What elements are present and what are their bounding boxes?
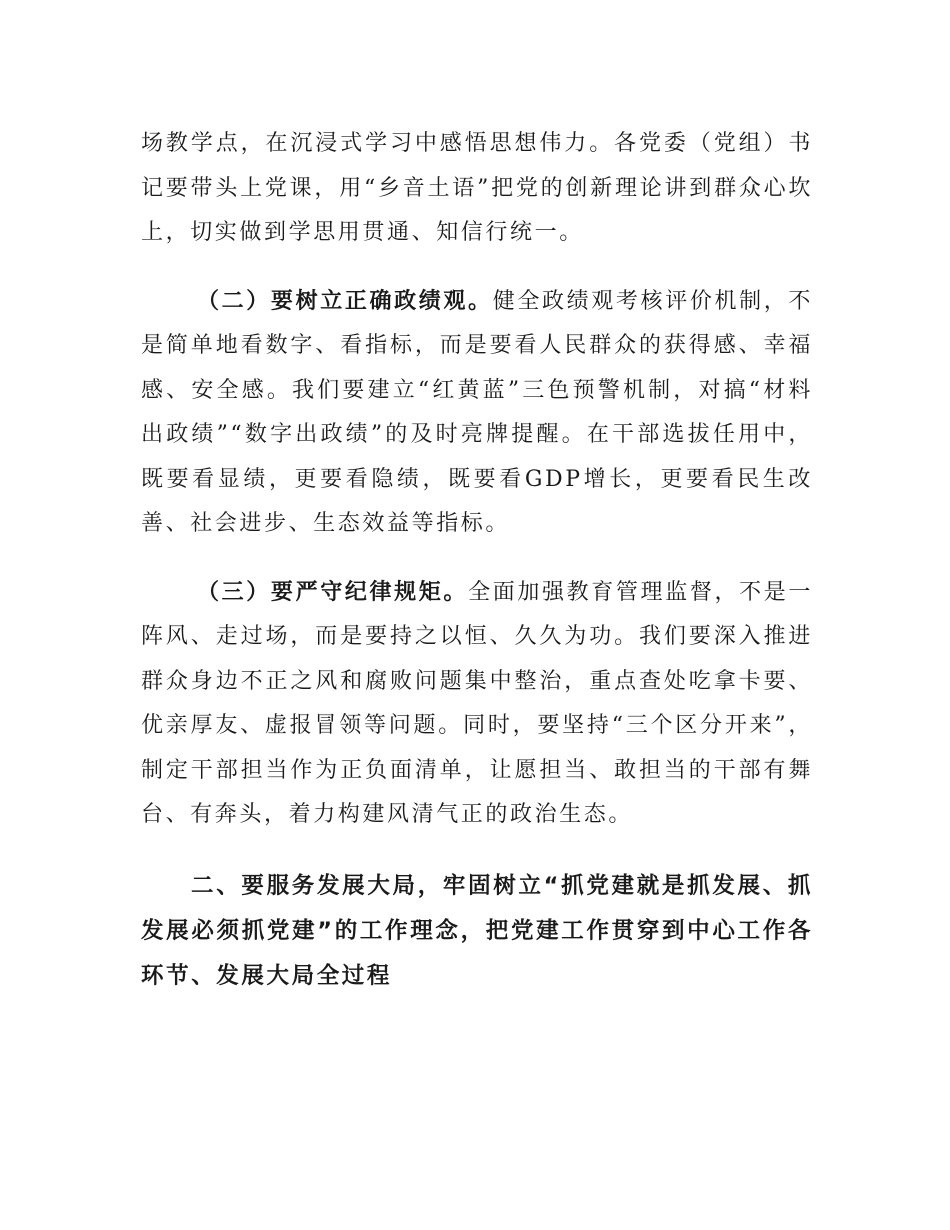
paragraph-discipline [141, 571, 813, 838]
continuation-paragraph: 场教学点，在沉浸式学习中感悟思想伟力。各党委（党组）书记要带头上党课，用“乡音土语”把党的创新理论讲到群众心坎上，切实做到学思用贯通、知信行统一。 [141, 131, 813, 245]
paragraph-body-political-achievement: 健全政绩观考核评价机制，不是简单地看数字、看指标，而是要看人民群众的获得感、幸福感、安全感。我们要建立“红黄蓝”三色预警机制，对搞“材料出政绩”“数字出政绩”的及时亮牌提醒。在干部选拔任用中，既要看显绩，更要看隐绩，既要看GDP增长，更要看民生改善、社会进步、生态效益等指标。 [141, 288, 813, 536]
document-body [141, 122, 813, 999]
paragraph-political-achievement [141, 280, 813, 547]
paragraph-lead-political-achievement: （二）要树立正确政绩观。 [197, 288, 493, 314]
section-heading-two: 二、要服务发展大局，牢固树立“抓党建就是抓发展、抓发展必须抓党建”的工作理念，把党建工作贯穿到中心工作各环节、发展大局全过程 [141, 872, 813, 989]
paragraph-lead-discipline: （三）要严守纪律规矩。 [197, 579, 469, 605]
paragraph-body-discipline: 全面加强教育管理监督，不是一阵风、走过场，而是要持之以恒、久久为功。我们要深入推进群众身边不正之风和腐败问题集中整治，重点查处吃拿卡要、优亲厚友、虚报冒领等问题。同时，要坚持“三个区分开来”，制定干部担当作为正负面清单，让愿担当、敢担当的干部有舞台、有奔头，着力构建风清气正的政治生态。 [141, 579, 813, 827]
